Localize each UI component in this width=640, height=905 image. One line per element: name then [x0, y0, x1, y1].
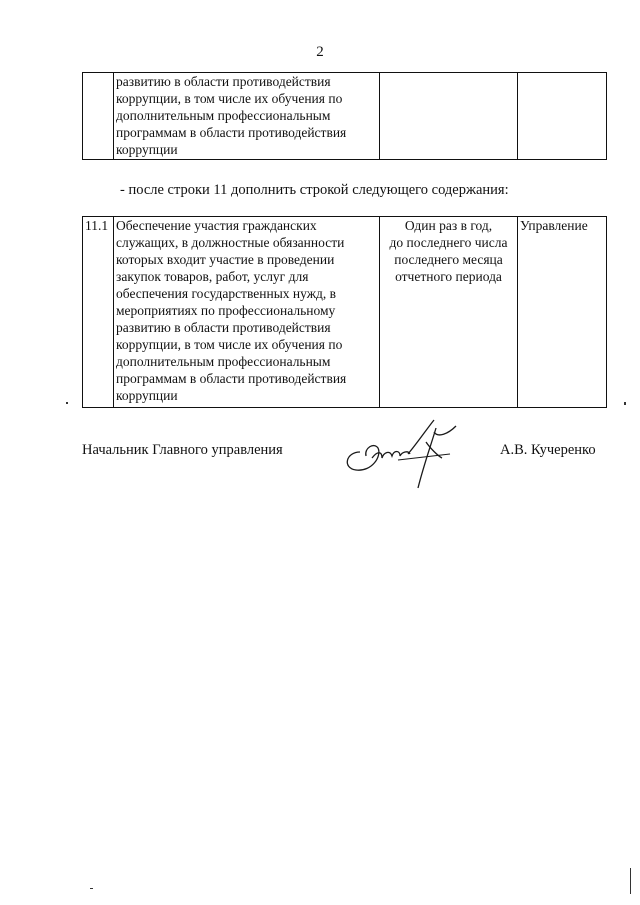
- continued-table: [82, 72, 607, 160]
- row-number-cell: [83, 73, 114, 160]
- text-line: коррупции: [116, 388, 178, 403]
- signatory-name: А.В. Кучеренко: [500, 442, 596, 458]
- text-line: программам в области противодействия: [116, 371, 347, 386]
- text-line: которых входит участие в проведении: [116, 252, 335, 267]
- scan-speck: [90, 888, 93, 889]
- description-cell: [114, 73, 380, 160]
- executor-cell: Управление: [518, 217, 607, 408]
- scan-speck: [624, 402, 626, 405]
- text-line: развитию в области противодействия: [116, 320, 331, 335]
- text-line: мероприятиях по профессиональному: [116, 303, 336, 318]
- period-cell: [380, 217, 518, 408]
- text-line: дополнительным профессиональным: [116, 108, 331, 123]
- table-row: [83, 217, 607, 408]
- text-line: коррупции, в том числе их обучения по: [116, 337, 343, 352]
- text-line: до последнего числа: [389, 235, 508, 250]
- scan-speck: [66, 402, 68, 404]
- text-line: последнего месяца: [394, 252, 503, 267]
- handwritten-signature: [338, 412, 468, 492]
- table-row: [83, 73, 607, 160]
- row-number-cell: 11.1: [83, 217, 114, 408]
- text-line: Один раз в год,: [404, 218, 493, 233]
- page-number: 2: [316, 44, 324, 60]
- description-cell: [114, 217, 380, 408]
- text-line: программам в области противодействия: [116, 125, 347, 140]
- text-line: коррупции, в том числе их обучения по: [116, 91, 343, 106]
- text-line: коррупции: [116, 142, 178, 157]
- text-line: закупок товаров, работ, услуг для: [116, 269, 309, 284]
- signatory-title: Начальник Главного управления: [82, 442, 283, 458]
- added-row-table: [82, 216, 607, 408]
- text-line: служащих, в должностные обязанности: [116, 235, 345, 250]
- scan-edge-mark: [630, 868, 631, 894]
- text-line: Обеспечение участия гражданских: [116, 218, 317, 233]
- text-line: дополнительным профессиональным: [116, 354, 331, 369]
- instruction-text: - после строки 11 дополнить строкой следующего содержания:: [120, 182, 509, 198]
- text-line: развитию в области противодействия: [116, 74, 331, 89]
- period-cell: [380, 73, 518, 160]
- text-line: обеспечения государственных нужд, в: [116, 286, 337, 301]
- executor-cell: [518, 73, 607, 160]
- text-line: отчетного периода: [395, 269, 502, 284]
